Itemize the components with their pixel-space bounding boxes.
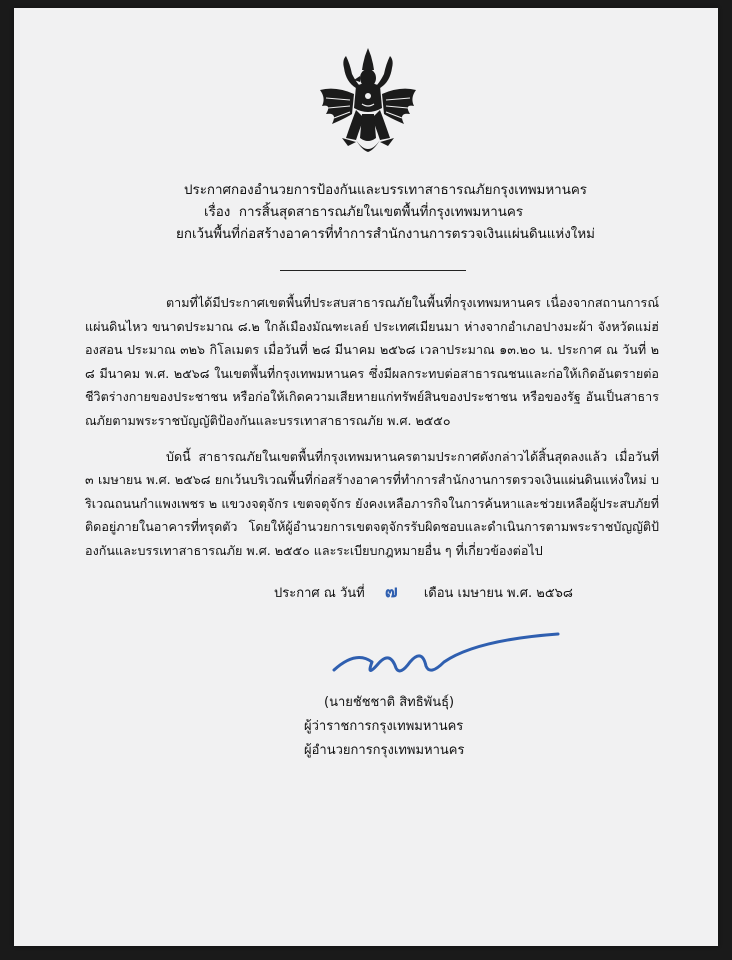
announcement-body [85, 291, 659, 575]
handwritten-signature [326, 620, 566, 684]
body-paragraph-1: ตามที่ได้มีประกาศเขตพื้นที่ประสบสาธารณภัยในพื้นที่กรุงเทพมหานคร เนื่องจากสถานการณ์แผ่นดินไหว ขนาดประมาณ ๘.๒ ใกล้เมืองมัณฑะเลย์ ประเทศเมียนมา ห่างจากอำเภอปางมะผ้า จังหวัดแม่ฮ่องสอน ประมาณ ๓๒๖ กิโลเมตร เมื่อวันที่ ๒๘ มีนาคม ๒๕๖๘ เวลาประมาณ ๑๓.๒๐ น. ประกาศ ณ วันที่ ๒๘ มีนาคม พ.ศ. ๒๕๖๘ ในเขตพื้นที่กรุงเทพมหานคร ซึ่งมีผลกระทบต่อสาธารณชนและก่อให้เกิดอันตรายต่อชีวิตร่างกายของประชาชน หรือก่อให้เกิดความเสียหายแก่ทรัพย์สินของประชาชน หรือของรัฐ อันเป็นสาธารณภัยตามพระราชบัญญัติป้องกันและบรรเทาสาธารณภัย พ.ศ. ๒๕๕๐ [85, 295, 659, 428]
header-divider [280, 270, 466, 271]
signatory-name: (นายชัชชาติ สิทธิพันธุ์) [324, 695, 455, 710]
announcement-date [274, 578, 573, 605]
body-paragraph-2: บัดนี้ สาธารณภัยในเขตพื้นที่กรุงเทพมหานครตามประกาศดังกล่าวได้สิ้นสุดลงแล้ว เมื่อวันที่ ๓ เมษายน พ.ศ. ๒๕๖๘ ยกเว้นบริเวณพื้นที่ก่อสร้างอาคารที่ทำการสำนักงานการตรวจเงินแผ่นดินแห่งใหม่ บริเวณถนนกำแพงเพชร ๒ แขวงจตุจักร เขตจตุจักร ยังคงเหลือภารกิจในการค้นหาและช่วยเหลือผู้ประสบภัยที่ติดอยู่ภายในอาคารที่ทรุดตัว โดยให้ผู้อำนวยการเขตจตุจักรรับผิดชอบและดำเนินการตามพระราชบัญญัติป้องกันและบรรเทาสาธารณภัย พ.ศ. ๒๕๕๐ และระเบียบกฎหมายอื่น ๆ ที่เกี่ยวข้องต่อไป [85, 448, 659, 558]
announcement-page [14, 8, 718, 946]
garuda-emblem-icon [316, 46, 420, 158]
date-prefix: ประกาศ ณ วันที่ [274, 586, 365, 601]
date-month-year: เดือน เมษายน พ.ศ. ๒๕๖๘ [423, 586, 573, 601]
announcement-title: ประกาศกองอำนวยการป้องกันและบรรเทาสาธารณภัยกรุงเทพมหานคร [184, 183, 587, 198]
signatory-title-2: ผู้อำนวยการกรุงเทพมหานคร [304, 743, 465, 758]
signatory-title-1: ผู้ว่าราชการกรุงเทพมหานคร [304, 719, 464, 734]
subject-line-2: ยกเว้นพื้นที่ก่อสร้างอาคารที่ทำการสำนักงานการตรวจเงินแผ่นดินแห่งใหม่ [176, 227, 595, 242]
date-day-handwritten: ๗ [384, 582, 398, 602]
subject-line [204, 202, 523, 224]
subject-label: เรื่อง [204, 205, 231, 220]
subject-text: การสิ้นสุดสาธารณภัยในเขตพื้นที่กรุงเทพมหานคร [238, 205, 524, 220]
